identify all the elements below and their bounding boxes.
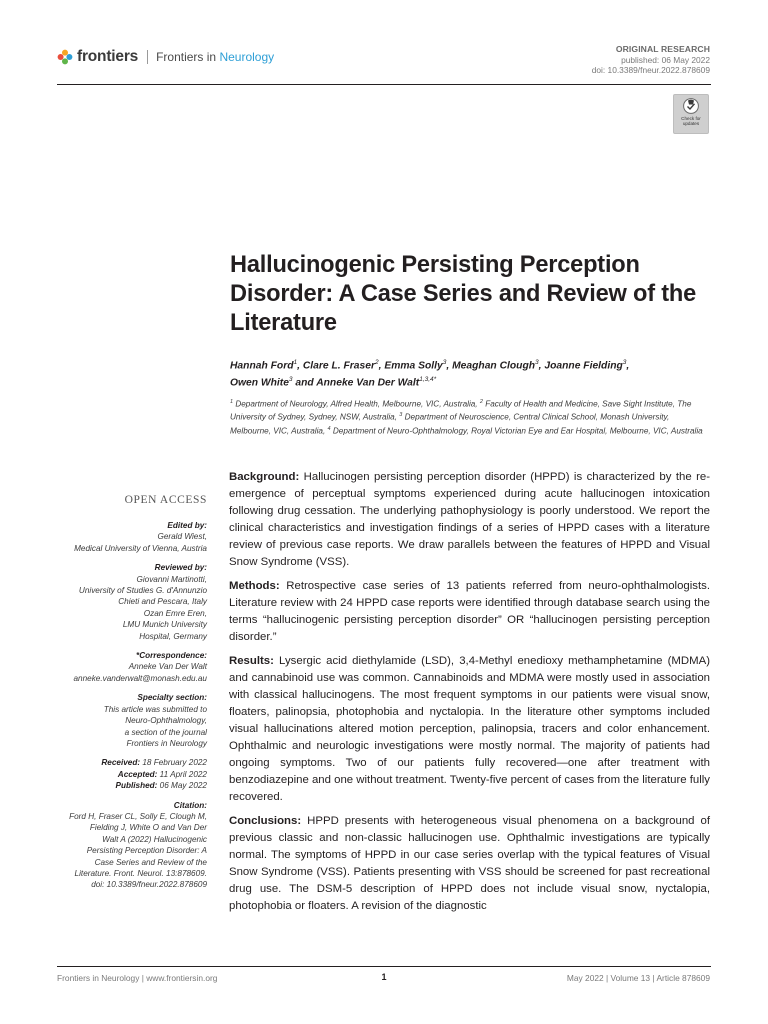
page-number: 1 bbox=[381, 972, 387, 982]
editor-line: Medical University of Vienna, Austria bbox=[74, 543, 207, 553]
author-name[interactable]: Anneke Van Der Walt bbox=[316, 377, 420, 389]
article-sidebar bbox=[40, 493, 207, 899]
citation-label: Citation: bbox=[173, 800, 207, 810]
abstract-section-label: Background: bbox=[229, 471, 300, 483]
footer-issue-info: May 2022 | Volume 13 | Article 878609 bbox=[566, 973, 710, 983]
footer-divider bbox=[57, 966, 711, 967]
citation-doi[interactable]: doi: 10.3389/fneur.2022.878609 bbox=[91, 880, 207, 890]
correspondence-name: Anneke Van Der Walt bbox=[128, 662, 207, 672]
author-affiliation-marker: 1,3,4* bbox=[419, 376, 437, 384]
edited-by-section bbox=[40, 520, 207, 554]
author-name[interactable]: Owen White bbox=[230, 377, 289, 389]
author-separator: , bbox=[538, 360, 545, 372]
author-separator: , bbox=[446, 360, 453, 372]
abstract-paragraph bbox=[229, 469, 710, 571]
frontiers-logo-icon bbox=[57, 49, 73, 65]
affiliation-text: Faculty of Health and Medicine, Save Sight Institute, The University of Sydney, Sydney, NSW, Australia, bbox=[230, 399, 692, 423]
reviewer-line: Hospital, Germany bbox=[139, 631, 207, 641]
author-separator: and bbox=[292, 377, 317, 389]
open-access-label: OPEN ACCESS bbox=[124, 494, 207, 506]
abstract-paragraph bbox=[229, 813, 710, 915]
article-doi[interactable]: doi: 10.3389/fneur.2022.878609 bbox=[591, 65, 710, 75]
abstract-section-text: Lysergic acid diethylamide (LSD), 3,4-Methyl enedioxy methamphetamine (MDMA) and cannabinoid use was common. Cannabinoids and MDMA were mostly used in association with classical hallucinogens. The most frequent symptoms in our patients were visual snow, floaters, palinopsia, photophobia and nyctalopia. In the literature other symptoms included visual hallucinations altered motion perception, palinopsia, tracers and color enhancement. Ophthalmic and neurologic investigations were mostly normal. The majority of patients had ongoing symptoms. Two of our patients fully recovered—one after treatment with benzodiazepine and one without treatment. Twenty-five percent of cases from the literature fully recovered. bbox=[229, 655, 710, 803]
check-for-updates-badge[interactable] bbox=[673, 94, 709, 134]
edited-by-label: Edited by: bbox=[167, 521, 207, 530]
author-separator: , bbox=[297, 360, 303, 372]
author-separator: , bbox=[626, 360, 630, 372]
abstract bbox=[229, 469, 710, 922]
author-affiliation-marker: 3 bbox=[535, 359, 539, 366]
citation-line: Ford H, Fraser CL, Solly E, Clough M, bbox=[69, 811, 207, 821]
abstract-section-text: Retrospective case series of 13 patients referred from neuro-ophthalmologists. Literature review with 24 HPPD case reports were identified through database search using the terms “hallucinogenic persisting perception disorder” OR “hallucinogen persisting perception disorder.” bbox=[229, 580, 710, 643]
affiliation-text: Department of Neurology, Alfred Health, Melbourne, VIC, Australia, bbox=[233, 399, 480, 409]
reviewed-by-label: Reviewed by: bbox=[154, 563, 207, 573]
specialty-section bbox=[40, 692, 207, 749]
author-name[interactable]: Clare L. Fraser bbox=[302, 360, 375, 372]
dates-section bbox=[40, 757, 207, 791]
abstract-section-text: HPPD presents with heterogeneous visual phenomena on a background of previous classic and non-classic hallucinogen use. Ophthalmic investigations are typically normal. The symptoms of HPPD in our case series overlap with the typical features of Visual Snow Syndrome (VSS). Patients presenting with VSS should be screened for past recreational drug use. The DSM-5 description of HPPD does not include visual snow, nyctalopia, photophobia or floaters. A revision of the diagnostic bbox=[229, 815, 710, 912]
editor-line: Gerald Wiest, bbox=[157, 532, 207, 542]
specialty-line: This article was submitted to bbox=[103, 704, 207, 714]
accepted-date: Accepted: 11 April 2022 bbox=[117, 769, 207, 779]
brand-name: frontiers bbox=[77, 48, 139, 65]
author-affiliation-marker: 1 bbox=[293, 359, 298, 366]
affiliation-number: 2 bbox=[479, 399, 483, 405]
abstract-section-text: Hallucinogen persisting perception disorder (HPPD) is characterized by the re-emergence of perceptual symptoms experienced during acute hallucinogen intoxication following drug cessation. The underlying pathophysiology is poorly understood. We report the clinical characteristics and investigation findings of a series of HPPD cases with a literature review of previous case reports. We draw parallels between the features of HPPD and Visual Snow Syndrome (VSS). bbox=[229, 471, 710, 568]
correspondence-section bbox=[40, 650, 207, 684]
affiliations bbox=[230, 397, 712, 437]
author-name[interactable]: Joanne Fielding bbox=[544, 360, 623, 372]
reviewer-line: LMU Munich University bbox=[122, 620, 207, 630]
author-name[interactable]: Emma Solly bbox=[384, 360, 443, 372]
check-updates-label: Check for updates bbox=[681, 116, 701, 126]
abstract-section-label: Conclusions: bbox=[229, 815, 302, 827]
logo-divider bbox=[147, 50, 148, 64]
correspondence-label: *Correspondence: bbox=[136, 651, 207, 661]
crossmark-icon bbox=[683, 98, 699, 114]
citation-line: Case Series and Review of the bbox=[94, 857, 207, 867]
citation-line: Literature. Front. Neurol. 13:878609. bbox=[74, 868, 207, 878]
affiliation-text: Department of Neuro-Ophthalmology, Royal Victorian Eye and Ear Hospital, Melbourne, VIC, Australia bbox=[330, 426, 703, 436]
article-type: ORIGINAL RESEARCH bbox=[615, 44, 710, 54]
footer-journal-link[interactable]: Frontiers in Neurology | www.frontiersin.org bbox=[57, 973, 218, 983]
citation-line: Fielding J, White O and Van Der bbox=[89, 823, 207, 833]
author-list bbox=[230, 356, 700, 391]
published-date-sidebar: Published: 06 May 2022 bbox=[115, 781, 207, 791]
abstract-section-label: Methods: bbox=[229, 580, 280, 592]
correspondence-email[interactable]: anneke.vanderwalt@monash.edu.au bbox=[73, 673, 207, 683]
citation-section bbox=[40, 800, 207, 891]
reviewer-line: University of Studies G. d'Annunzio bbox=[78, 586, 207, 596]
article-meta bbox=[592, 44, 710, 76]
author-affiliation-marker: 3 bbox=[442, 359, 447, 366]
article-title: Hallucinogenic Persisting Perception Disorder: A Case Series and Review of the Literature bbox=[230, 252, 697, 336]
author-name[interactable]: Hannah Ford bbox=[230, 360, 294, 372]
reviewer-line: Giovanni Martinotti, bbox=[136, 574, 207, 584]
journal-name: Frontiers in Neurology bbox=[156, 50, 275, 64]
journal-logo[interactable] bbox=[57, 46, 274, 68]
affiliation-number: 3 bbox=[399, 412, 403, 419]
specialty-label: Specialty section: bbox=[137, 693, 207, 703]
affiliation-number: 1 bbox=[230, 399, 234, 405]
affiliation-number: 4 bbox=[327, 425, 331, 432]
citation-line: Persisting Perception Disorder: A bbox=[86, 846, 207, 856]
reviewed-by-section bbox=[40, 562, 207, 642]
specialty-line: Frontiers in Neurology bbox=[126, 738, 207, 748]
header-divider bbox=[57, 84, 711, 85]
published-date: published: 06 May 2022 bbox=[621, 54, 710, 65]
author-name[interactable]: Meaghan Clough bbox=[452, 360, 536, 372]
reviewer-line: Chieti and Pescara, Italy bbox=[118, 597, 207, 607]
author-affiliation-marker: 3 bbox=[622, 359, 627, 366]
author-affiliation-marker: 3 bbox=[288, 376, 293, 384]
abstract-paragraph bbox=[229, 653, 710, 806]
reviewer-line: Ozan Emre Eren, bbox=[143, 608, 207, 618]
received-date: Received: 18 February 2022 bbox=[101, 758, 207, 768]
abstract-section-label: Results: bbox=[229, 655, 274, 667]
specialty-line: Neuro-Ophthalmology, bbox=[125, 716, 207, 726]
specialty-line: a section of the journal bbox=[124, 727, 207, 737]
author-affiliation-marker: 2 bbox=[374, 359, 379, 366]
affiliation-text: Department of Neuroscience, Central Clinical School, Monash University, Melbourne, VIC, Australia, bbox=[230, 413, 670, 436]
author-separator: , bbox=[378, 360, 385, 372]
abstract-paragraph bbox=[229, 578, 710, 646]
citation-line: Walt A (2022) Hallucinogenic bbox=[102, 834, 207, 844]
